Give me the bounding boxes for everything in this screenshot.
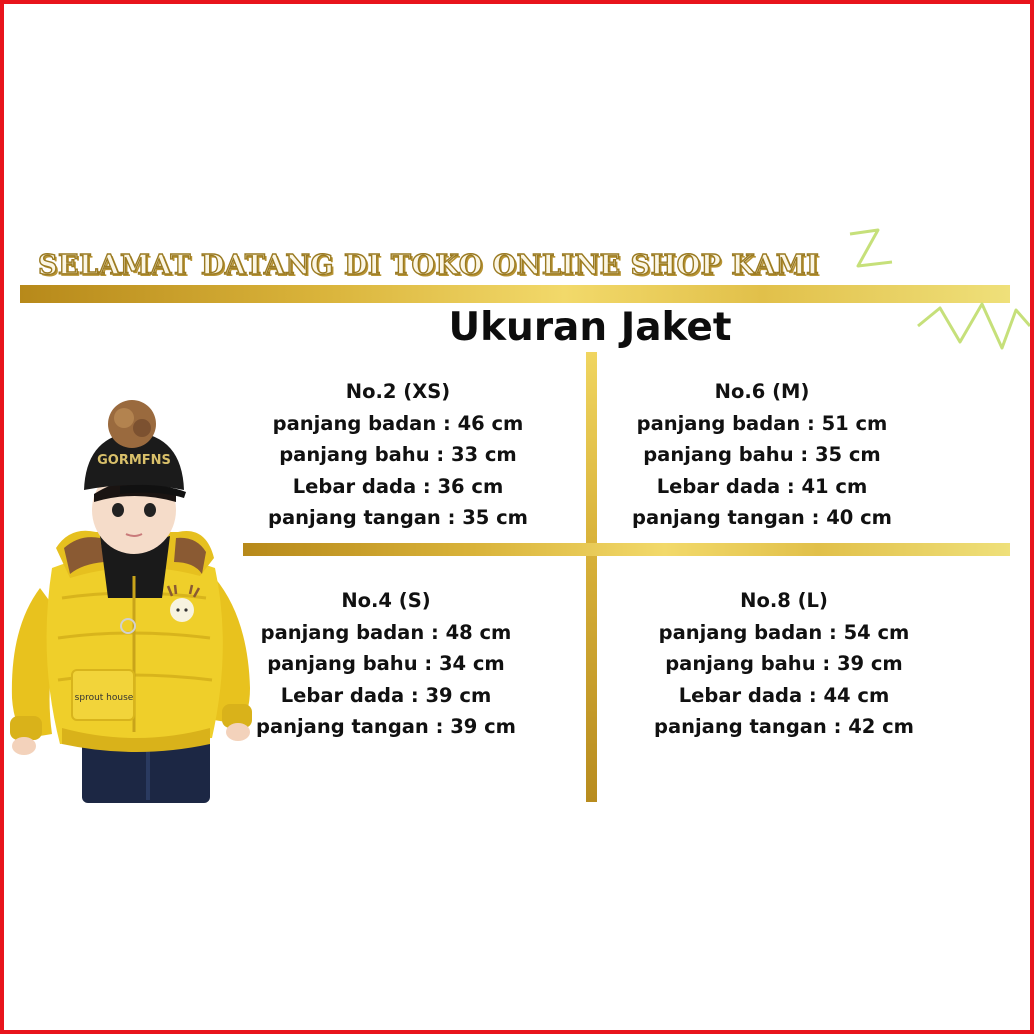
size-heading: No.6 (M) (714, 380, 810, 403)
panjang-bahu: panjang bahu : 35 cm (643, 443, 881, 466)
lebar-dada: Lebar dada : 41 cm (656, 474, 868, 498)
size-heading: No.8 (L) (740, 589, 828, 612)
pocket-label: sprout house (74, 693, 134, 703)
panjang-badan: panjang badan : 48 cm (260, 620, 512, 644)
panjang-bahu: panjang bahu : 33 cm (279, 443, 517, 466)
size-card-s (221, 585, 551, 743)
lebar-dada: Lebar dada : 36 cm (292, 474, 504, 498)
size-heading: No.4 (S) (341, 589, 431, 612)
horizontal-divider (243, 543, 1010, 556)
panjang-badan: panjang badan : 51 cm (636, 411, 888, 435)
size-heading: No.2 (XS) (345, 380, 451, 403)
panjang-tangan: panjang tangan : 40 cm (631, 506, 892, 529)
panjang-tangan: panjang tangan : 39 cm (255, 715, 516, 738)
panjang-bahu: panjang bahu : 39 cm (665, 652, 903, 675)
panjang-tangan: panjang tangan : 42 cm (653, 715, 914, 738)
welcome-banner: SELAMAT DATANG DI TOKO ONLINE SHOP KAMI (38, 250, 820, 281)
panjang-badan: panjang badan : 46 cm (272, 411, 524, 435)
zigzag-decoration-icon (840, 226, 1030, 356)
lebar-dada: Lebar dada : 44 cm (678, 683, 890, 707)
hat-label: GORMFNS (97, 453, 171, 468)
page-title: Ukuran Jaket (448, 305, 732, 350)
lebar-dada: Lebar dada : 39 cm (280, 683, 492, 707)
size-card-xs (233, 376, 563, 534)
size-card-m (597, 376, 927, 534)
vertical-divider (586, 352, 597, 802)
panjang-tangan: panjang tangan : 35 cm (267, 506, 528, 529)
size-card-l (619, 585, 949, 743)
panjang-badan: panjang badan : 54 cm (658, 620, 910, 644)
panjang-bahu: panjang bahu : 34 cm (267, 652, 505, 675)
